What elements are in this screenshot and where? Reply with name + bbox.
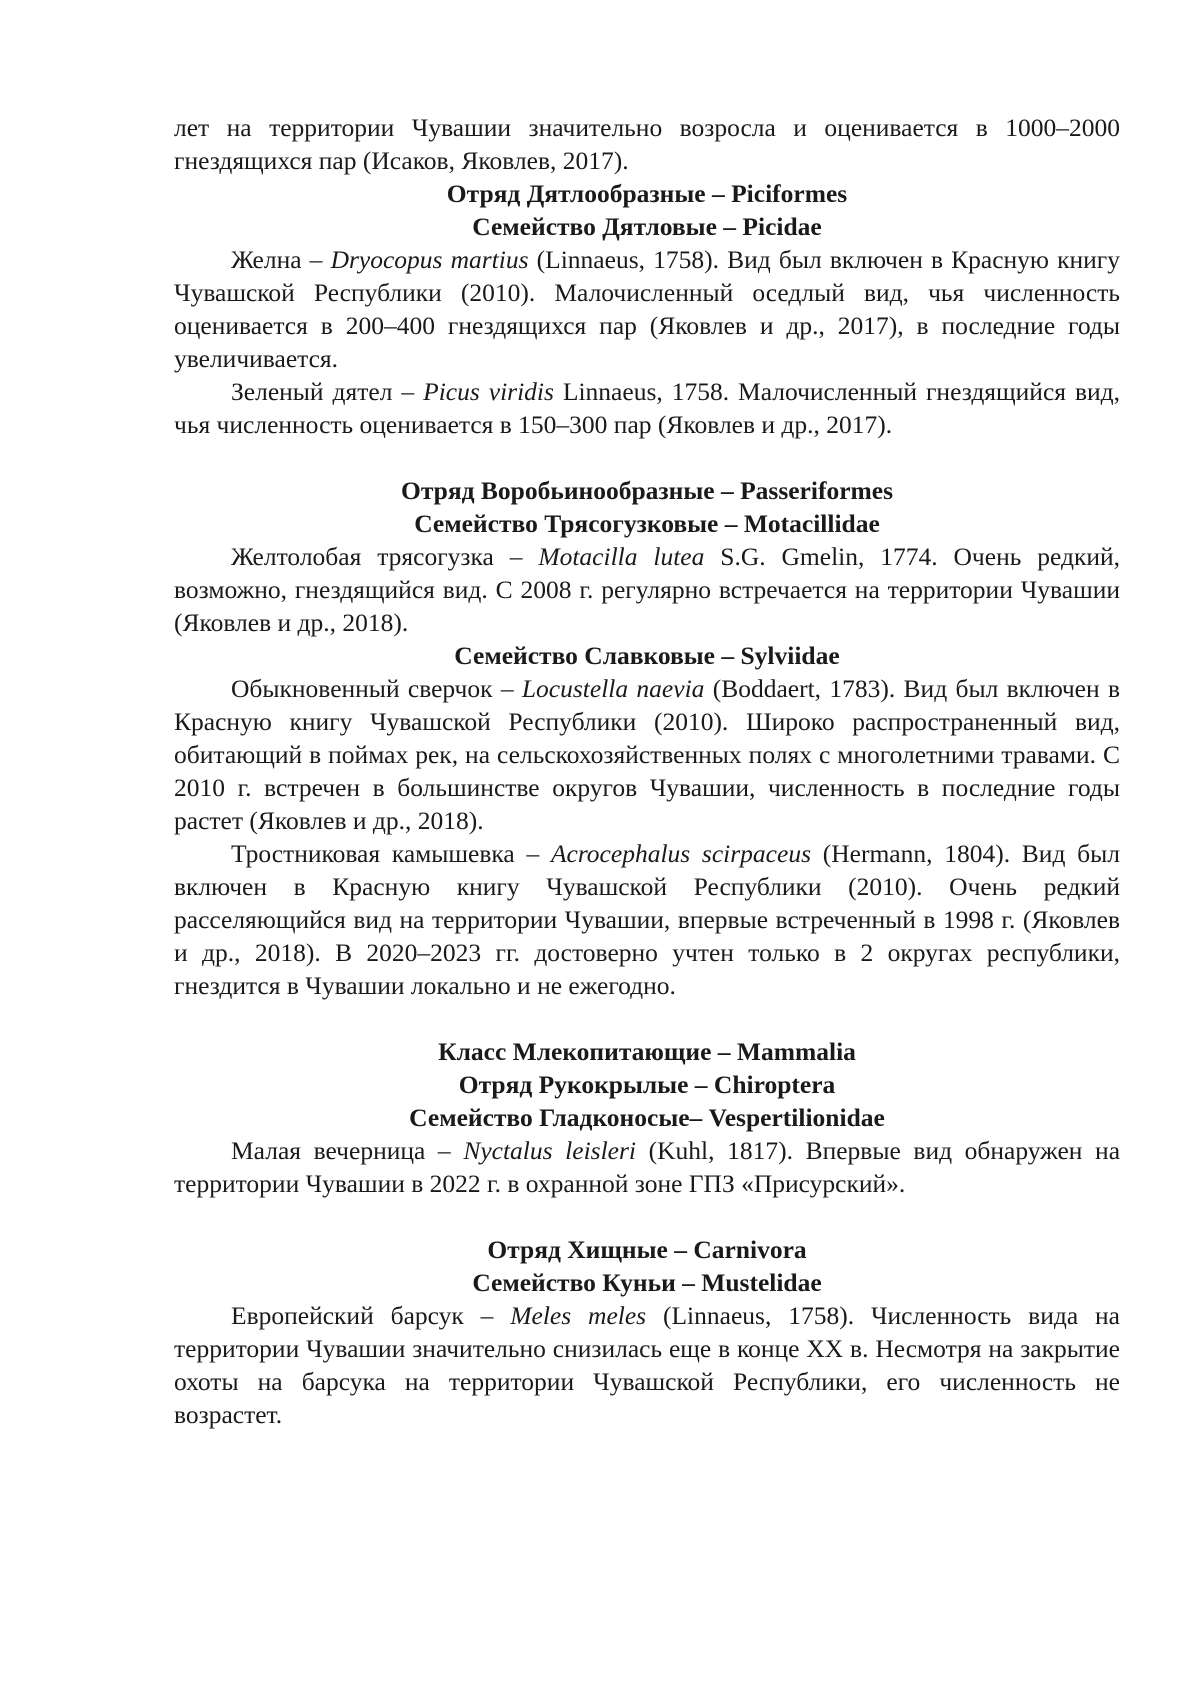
paragraph xyxy=(174,672,1120,837)
species-latin-name: Dryocopus martius xyxy=(330,245,529,274)
document-body xyxy=(174,111,1120,1431)
species-common-name: Желтолобая трясогузка – xyxy=(231,542,539,571)
species-common-name: Обыкновенный сверчок – xyxy=(231,674,522,703)
paragraph-text: (Hermann, 1804). Вид был включен в Красную книгу Чувашской Республики (2010). Очень редкий расселяющийся вид на территории Чувашии, впервые встреченный в 1998 г. (Яковлев и др., 2018). В 2020–2023 гг. достоверно учтен только в 2 округах республики, гнездится в Чувашии локально и не ежегодно. xyxy=(174,839,1120,1000)
species-common-name: Зеленый дятел – xyxy=(231,377,424,406)
section-heading: Отряд Воробьинообразные – Passeriformes xyxy=(400,476,894,505)
paragraph-text: (Linnaeus, 1758). Вид был включен в Красную книгу Чувашской Республики (2010). Малочисленный оседлый вид, чья численность оценивается в 200–400 гнездящихся пар (Яковлев и др., 2017), в последние годы увеличивается. xyxy=(174,245,1120,373)
section-heading: Отряд Хищные – Carnivora xyxy=(487,1235,807,1264)
paragraph xyxy=(174,111,1120,177)
species-common-name: Европейский барсук – xyxy=(231,1301,511,1330)
section-gap xyxy=(174,1002,1120,1035)
species-latin-name: Meles meles xyxy=(510,1301,647,1330)
section-heading: Отряд Рукокрылые – Chiroptera xyxy=(458,1070,836,1099)
species-latin-name: Nyctalus leisleri xyxy=(463,1136,636,1165)
paragraph xyxy=(174,375,1120,441)
paragraph xyxy=(174,1134,1120,1200)
species-latin-name: Locustella naevia xyxy=(521,674,705,703)
section-heading: Отряд Дятлообразные – Piciformes xyxy=(446,179,848,208)
paragraph-text: (Boddaert, 1783). Вид был включен в Красную книгу Чувашской Республики (2010). Широко распространенный вид, обитающий в поймах рек, на сельскохозяйственных полях с многолетними травами. С 2010 г. встречен в большинстве округов Чувашии, численность в последние годы растет (Яковлев и др., 2018). xyxy=(174,674,1120,835)
paragraph-text: (Kuhl, 1817). Впервые вид обнаружен на территории Чувашии в 2022 г. в охранной зоне ГПЗ «Присурский». xyxy=(174,1136,1121,1198)
section-heading: Семейство Славковые – Sylviidae xyxy=(454,641,840,670)
section-heading: Класс Млекопитающие – Mammalia xyxy=(438,1037,856,1066)
paragraph xyxy=(174,837,1120,1002)
section-gap xyxy=(174,1200,1120,1233)
section-heading: Семейство Дятловые – Picidae xyxy=(472,212,822,241)
paragraph xyxy=(174,243,1120,375)
species-latin-name: Motacilla lutea xyxy=(538,542,705,571)
paragraph-text: лет на территории Чувашии значительно возросла и оценивается в 1000–2000 гнездящихся пар (Исаков, Яковлев, 2017). xyxy=(174,113,1120,175)
section-heading: Семейство Трясогузковые – Motacillidae xyxy=(414,509,880,538)
paragraph xyxy=(174,1299,1120,1431)
paragraph-text: S.G. Gmelin, 1774. Очень редкий, возможно, гнездящийся вид. С 2008 г. регулярно встречается на территории Чувашии (Яковлев и др., 2018). xyxy=(174,542,1121,637)
paragraph-text: (Linnaeus, 1758). Численность вида на территории Чувашии значительно снизилась еще в конце XX в. Несмотря на закрытие охоты на барсука на территории Чувашской Республики, его численность не возрастет. xyxy=(174,1301,1120,1429)
species-common-name: Тростниковая камышевка – xyxy=(231,839,551,868)
section-gap xyxy=(174,441,1120,474)
species-latin-name: Picus viridis xyxy=(423,377,554,406)
species-latin-name: Acrocephalus scirpaceus xyxy=(550,839,811,868)
section-heading: Семейство Гладконосые– Vespertilionidae xyxy=(409,1103,885,1132)
species-common-name: Малая вечерница – xyxy=(231,1136,464,1165)
section-heading: Семейство Куньи – Mustelidae xyxy=(472,1268,822,1297)
paragraph-text: Linnaeus, 1758. Малочисленный гнездящийся вид, чья численность оценивается в 150–300 пар (Яковлев и др., 2017). xyxy=(174,377,1121,439)
paragraph xyxy=(174,540,1120,639)
species-common-name: Желна – xyxy=(231,245,331,274)
